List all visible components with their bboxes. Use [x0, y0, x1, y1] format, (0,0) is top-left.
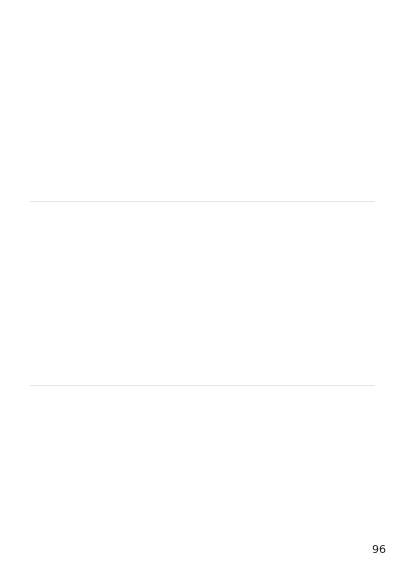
text-section-1 [30, 24, 375, 192]
section-divider [30, 385, 375, 386]
text-section-3 [30, 395, 375, 545]
text-section-2 [30, 210, 375, 375]
page-number: 96 [372, 543, 386, 556]
section-divider [30, 201, 375, 202]
